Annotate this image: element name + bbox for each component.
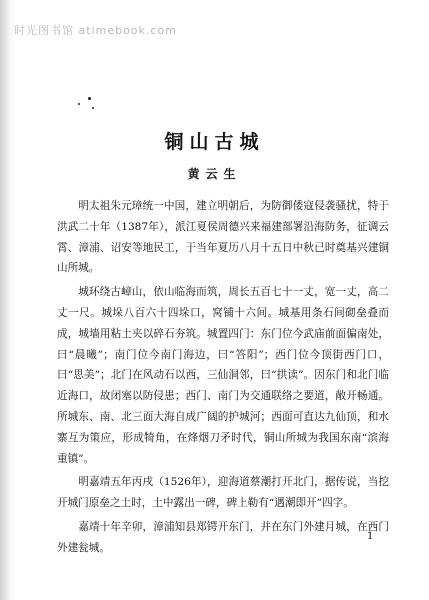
watermark: 时光图书馆 atimebook.com	[14, 24, 177, 37]
article-body	[57, 196, 389, 562]
paragraph: 城环绕古嶂山，依山临海而筑，周长五百七十一丈，宽一丈，高二丈一尺。城垛八百六十四垛口，窝铺十六间。城基用条石间砌垒叠而成，城墙用粘土夹以碎石夯筑。城置四门：东门位今武庙前面偏南处，曰“晨曦”；南门位今南门海边，曰“答阳”；西门位今顶街西门口，曰“思美”；北门在风动石以西，三仙洞邻，曰“拱读”。因东门和北门临近海口，故闭塞以防侵患；西门、南门为交通联络之要道，敞开畅通。所城东、南、北三面大海自成广阔的护城河；西面可直达九仙顶，和水寨互为策应，形成犄角，在烽烟刀矛时代，铜山所城为我国东南“滨海重镇”。	[57, 286, 389, 465]
page-title: 铜山古城	[164, 131, 265, 153]
author-name: 黄云生	[187, 167, 242, 181]
page-number: 1	[367, 531, 374, 542]
scan-speck	[92, 107, 94, 109]
paragraph: 明太祖朱元璋统一中国，建立明朝后，为防御倭寇侵袭骚扰，特于洪武二十年（1387年），派江夏侯周德兴来福建部署沿海防务，征调云霄、漳浦、诏安等地民工，于当年夏历八月十五日中秋已时奠基兴建铜山所城。	[57, 200, 389, 275]
scan-speck	[78, 103, 80, 105]
scan-speck	[88, 97, 91, 100]
paragraph: 明嘉靖五年丙戌（1526年），迎海道蔡潮打开北门，据传说，当挖开城门原垒之土时，土中露出一碑，碑上勒有“遇潮即开”四字。	[57, 476, 389, 510]
scan-shadow-edge	[0, 0, 16, 600]
paragraph: 嘉靖十年辛卯，漳浦知县郑锷开东门，并在东门外建月城，在西门外建瓮城。	[57, 520, 389, 554]
